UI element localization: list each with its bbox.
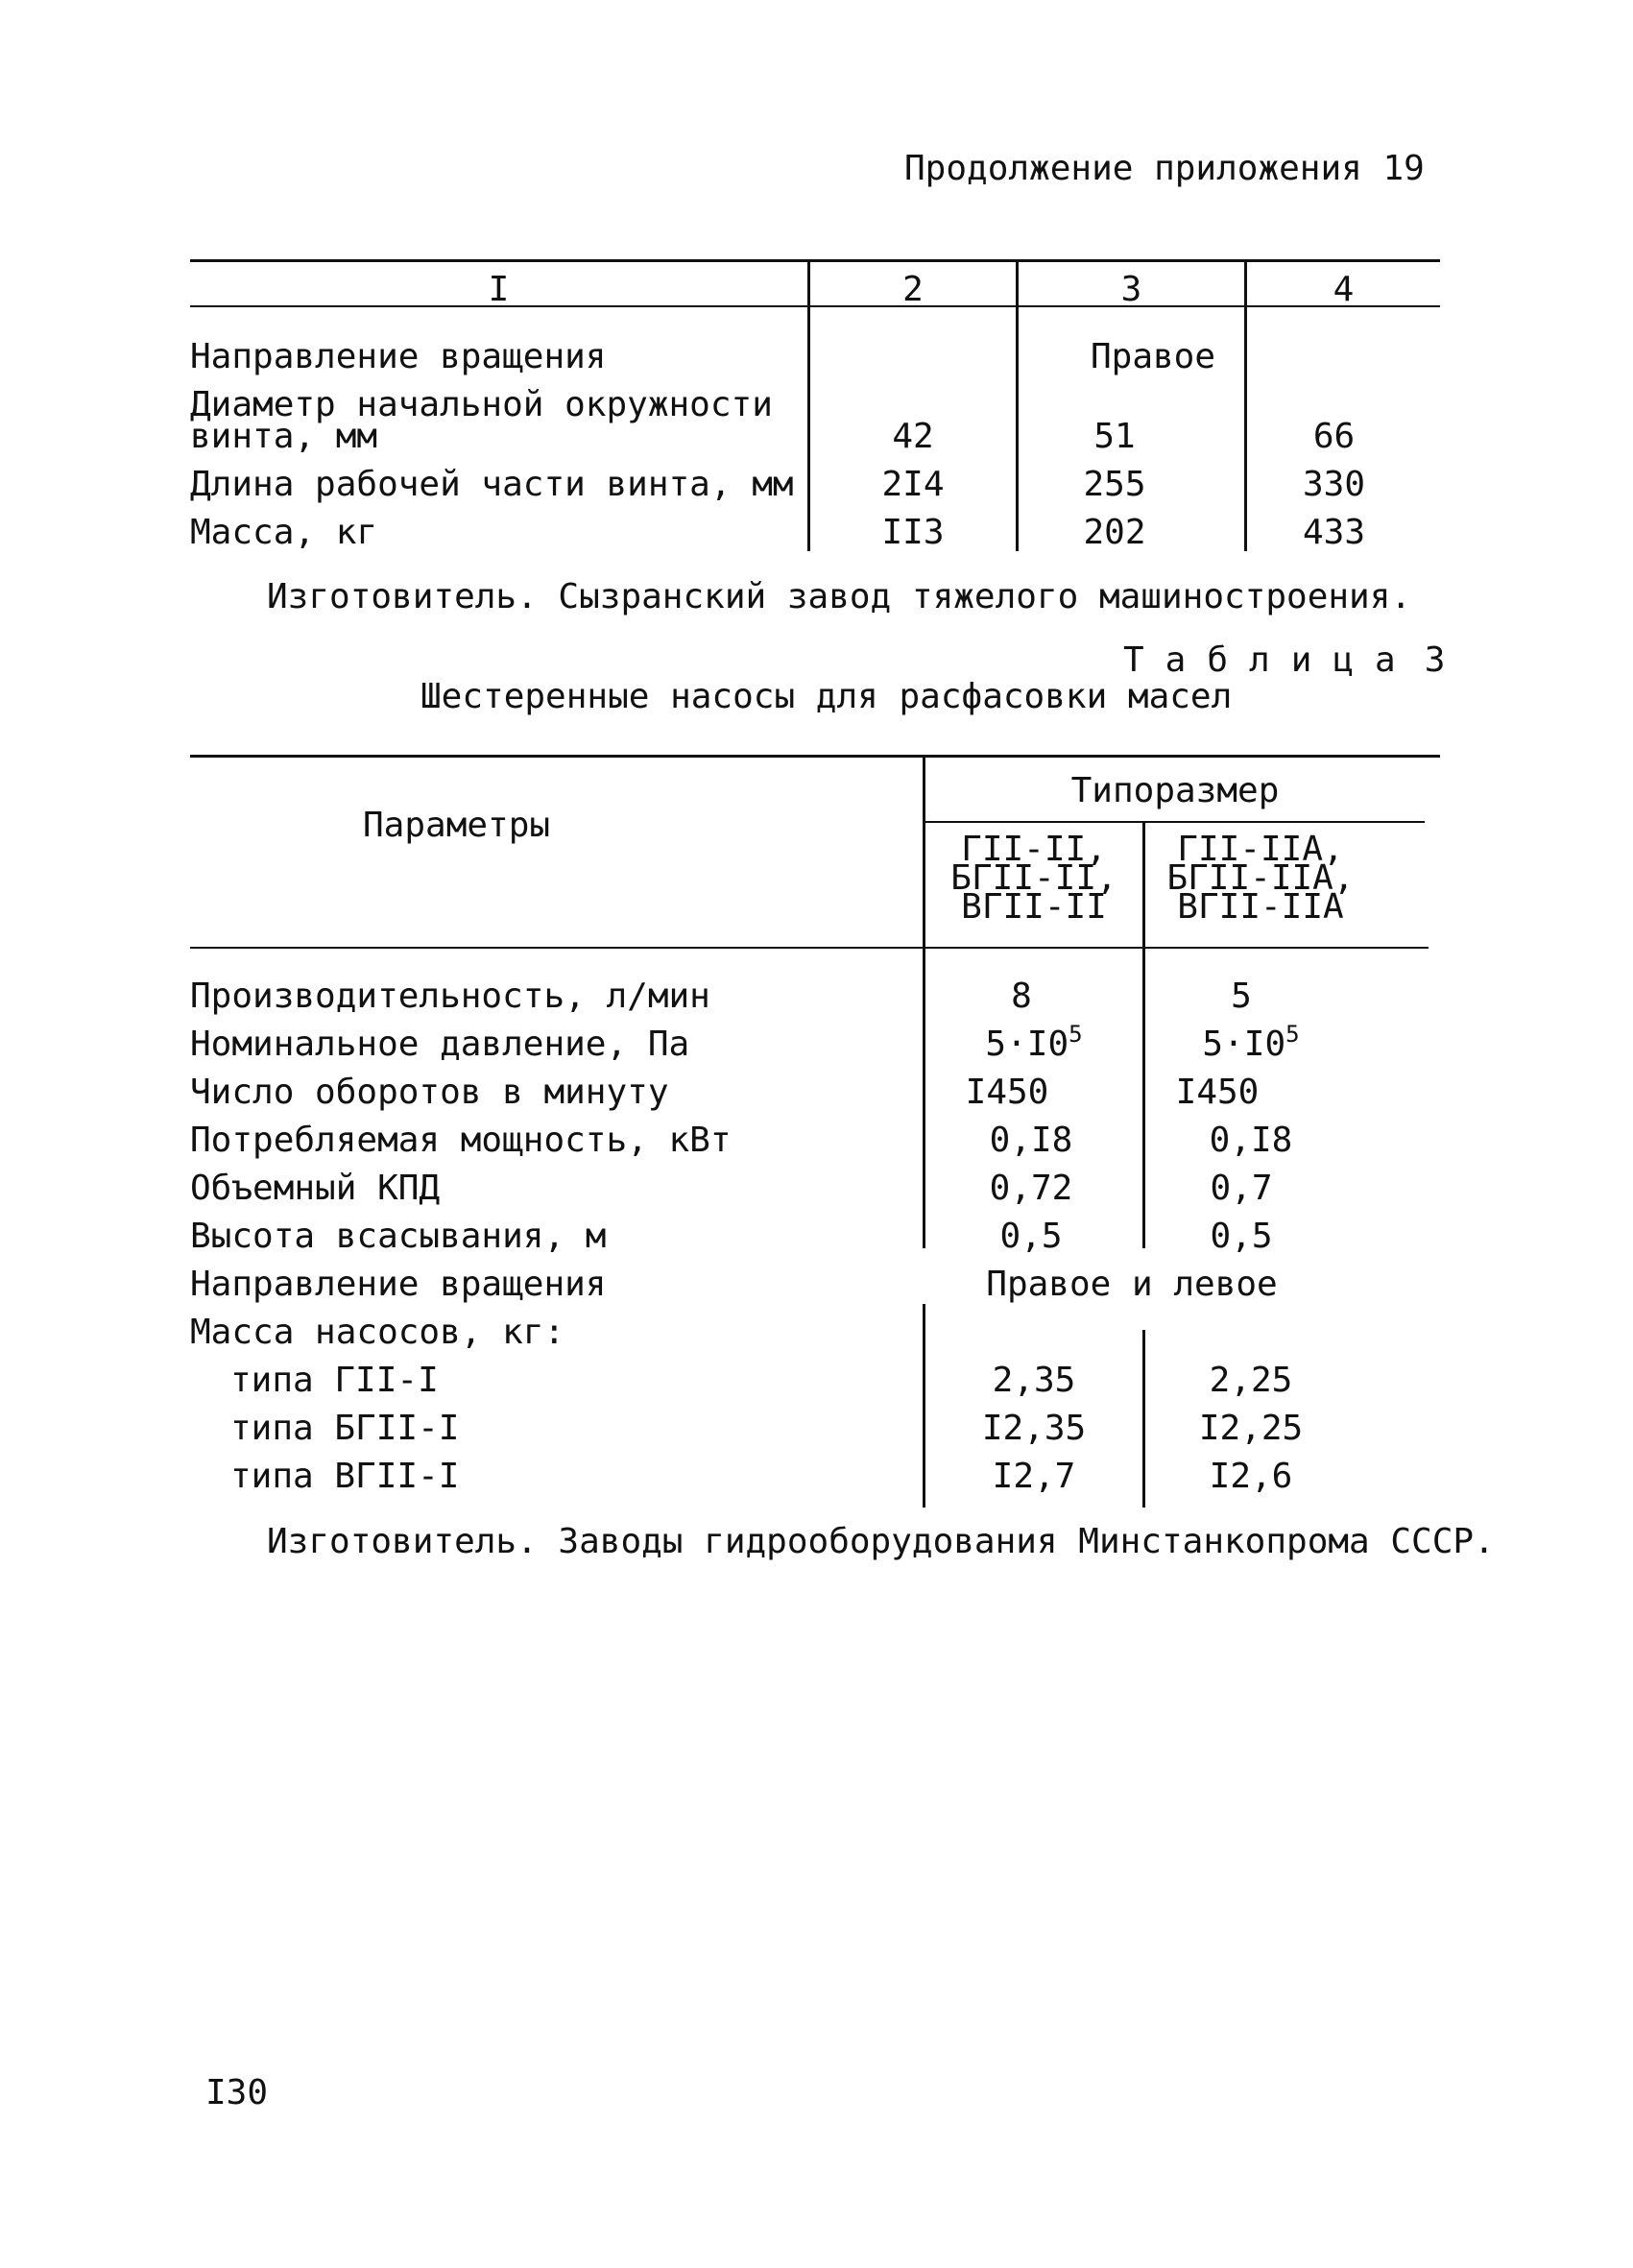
column-number: 4 (1333, 270, 1355, 309)
table-cell: 5 (1231, 977, 1252, 1016)
table-cell: I450 (965, 1073, 1049, 1112)
subheader-rule (925, 821, 1425, 823)
continuation-header: Продолжение приложения 19 (904, 149, 1425, 188)
row-label: Направление вращения (190, 1265, 607, 1304)
table-cell: 202 (1083, 513, 1146, 552)
value-base: 5·I0 (985, 1025, 1069, 1064)
type-column-1-header (925, 830, 1142, 927)
type-header: Типоразмер (1070, 771, 1280, 810)
row-label: Потребляемая мощность, кВт (190, 1121, 732, 1160)
row-label: Диаметр начальной окружности (190, 385, 773, 424)
table-cell: 0,I8 (1209, 1121, 1293, 1160)
row-label: Направление вращения (190, 337, 607, 376)
table-caption: Шестеренные насосы для расфасовки масел (420, 677, 1233, 716)
table-cell (925, 1021, 1142, 1064)
type-line: ВГII-II (961, 887, 1107, 927)
merged-value: Правое (1090, 337, 1216, 376)
type-line: БГII-II, (950, 858, 1117, 898)
row-label: Номинальное давление, Па (190, 1025, 690, 1064)
row-label: типа ГII-I (230, 1361, 439, 1400)
row-label: Длина рабочей части винта, мм (190, 465, 794, 504)
manufacturer-note: Изготовитель. Заводы гидрооборудования Минстанкопрома СССР. (267, 1522, 1495, 1561)
table-label-word: Таблица (1123, 640, 1417, 680)
table-cell: I2,7 (992, 1457, 1076, 1496)
row-label: типа БГII-I (230, 1409, 460, 1448)
table-cell: 0,72 (989, 1169, 1073, 1208)
type-line: БГII-IIА, (1166, 858, 1355, 898)
table-cell: 8 (1011, 977, 1032, 1016)
type-line: ГII-II, (961, 830, 1107, 869)
table-cell: I2,35 (981, 1409, 1087, 1448)
table-cell: I450 (1175, 1073, 1260, 1112)
row-label: Объемный КПД (190, 1169, 441, 1208)
table-header-rule (190, 947, 1429, 949)
row-label: Производительность, л/мин (190, 977, 710, 1016)
type-line: ГII-IIА, (1177, 830, 1344, 869)
table-cell: 0,5 (1210, 1217, 1273, 1256)
row-label: типа ВГII-I (230, 1457, 460, 1496)
params-header: Параметры (363, 806, 551, 845)
table-cell: 2,35 (992, 1361, 1076, 1400)
table-cell: 433 (1302, 513, 1366, 552)
type-column-2-header (1145, 830, 1376, 927)
table-cell: 2,25 (1209, 1361, 1293, 1400)
row-label: Масса, кг (190, 513, 378, 552)
table-cell: 42 (892, 417, 934, 456)
table-cell: 0,I8 (989, 1121, 1073, 1160)
table-cell: 0,7 (1210, 1169, 1273, 1208)
table-cell: 2I4 (881, 465, 945, 504)
page-number: I30 (205, 2073, 269, 2112)
row-label: Масса насосов, кг: (190, 1313, 565, 1352)
row-label: Высота всасывания, м (190, 1217, 607, 1256)
table-cell: II3 (881, 513, 945, 552)
column-number: I (488, 270, 510, 309)
table-number: 3 (1424, 640, 1446, 680)
table-cell (1145, 1021, 1357, 1064)
merged-value: Правое и левое (986, 1265, 1278, 1304)
table-top-rule (190, 755, 1440, 758)
row-label: Число оборотов в минуту (190, 1073, 669, 1112)
table-cell: 0,5 (999, 1217, 1063, 1256)
column-number: 3 (1120, 270, 1142, 309)
table-cell: I2,25 (1198, 1409, 1304, 1448)
table-label (1123, 640, 1446, 680)
column-number: 2 (902, 270, 924, 309)
table-cell: 330 (1302, 465, 1366, 504)
table-cell: 51 (1093, 417, 1136, 456)
row-label-continued: винта, мм (190, 417, 378, 456)
value-base: 5·I0 (1202, 1025, 1286, 1064)
value-exponent: 5 (1285, 1021, 1300, 1048)
value-exponent: 5 (1069, 1021, 1083, 1048)
table-top-rule (190, 259, 1440, 262)
manufacturer-note: Изготовитель. Сызранский завод тяжелого машиностроения. (267, 577, 1412, 616)
table-cell: 255 (1083, 465, 1146, 504)
table-cell: 66 (1312, 417, 1356, 456)
table-cell: I2,6 (1209, 1457, 1293, 1496)
type-line: ВГII-IIА (1177, 887, 1344, 927)
